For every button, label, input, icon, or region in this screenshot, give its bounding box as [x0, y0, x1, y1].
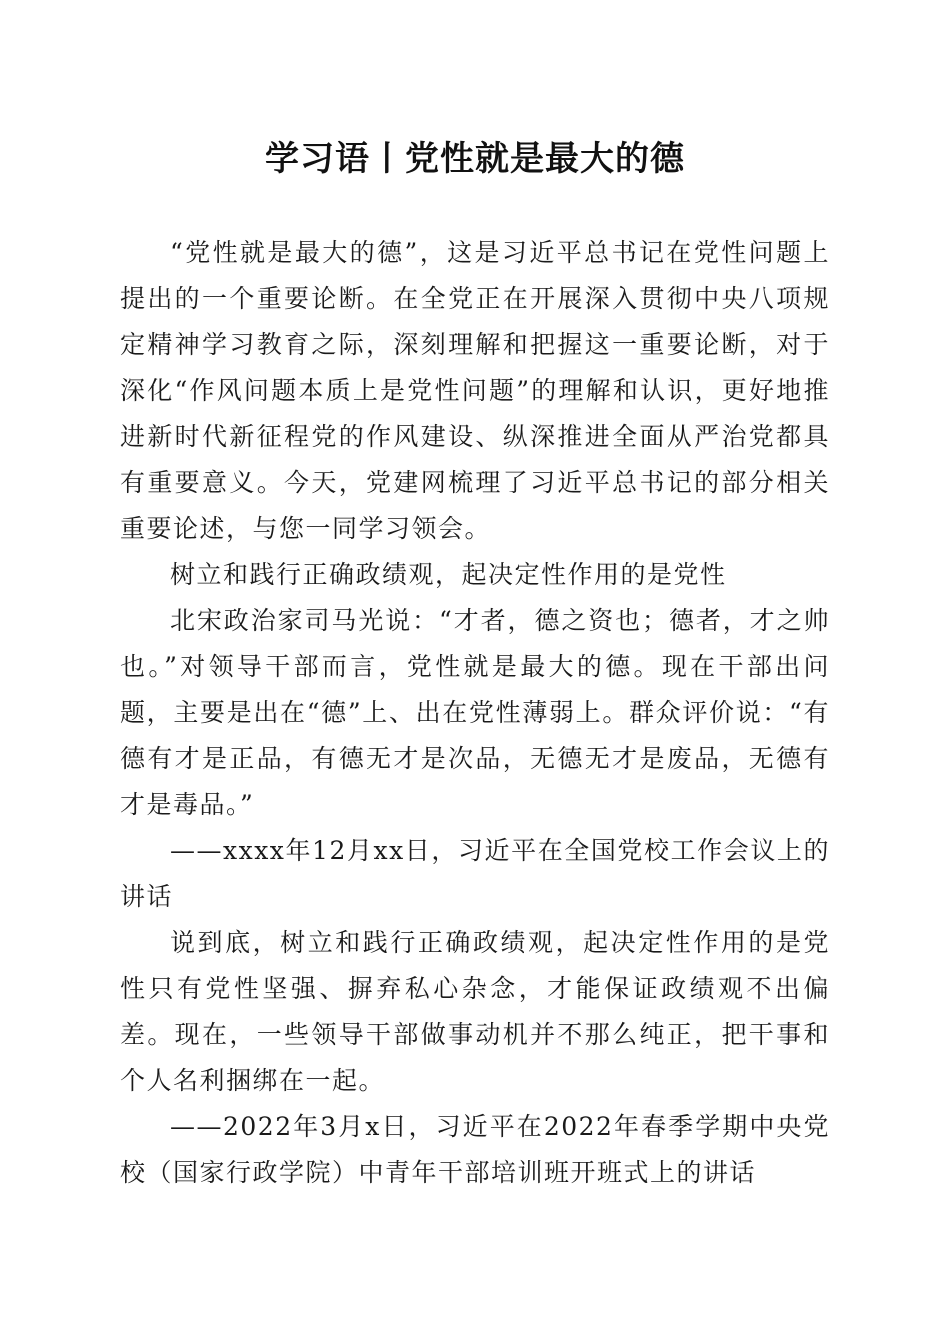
intro-paragraph: “党性就是最大的德”，这是习近平总书记在党性问题上提出的一个重要论断。在全党正在开展深入贯彻中央八项规定精神学习教育之际，深刻理解和把握这一重要论断，对于深化“作风问题本质上是党性问题”的理解和认识，更好地推进新时代新征程党的作风建设、纵深推进全面从严治党都具有重要意义。今天，党建网梳理了习近平总书记的部分相关重要论述，与您一同学习领会。: [120, 238, 830, 543]
section-heading: 树立和践行正确政绩观，起决定性作用的是党性: [170, 560, 727, 589]
quote-paragraph: 说到底，树立和践行正确政绩观，起决定性作用的是党性只有党性坚强、摒弃私心杂念，才能保证政绩观不出偏差。现在，一些领导干部做事动机并不那么纯正，把干事和个人名利捆绑在一起。: [120, 928, 830, 1095]
document-body: [120, 230, 830, 1196]
source-citation: ——2022年3月x日，习近平在2022年春季学期中央党校（国家行政学院）中青年干部培训班开班式上的讲话: [120, 1112, 830, 1187]
quote-paragraph: 北宋政治家司马光说：“才者，德之资也；德者，才之帅也。”对领导干部而言，党性就是最大的德。现在干部出问题，主要是出在“德”上、出在党性薄弱上。群众评价说：“有德有才是正品，有德无才是次品，无德无才是废品，无德有才是毒品。”: [120, 606, 830, 819]
document-title: 学习语丨党性就是最大的德: [265, 139, 685, 179]
source-citation: ——xxxx年12月xx日，习近平在全国党校工作会议上的讲话: [120, 836, 830, 911]
